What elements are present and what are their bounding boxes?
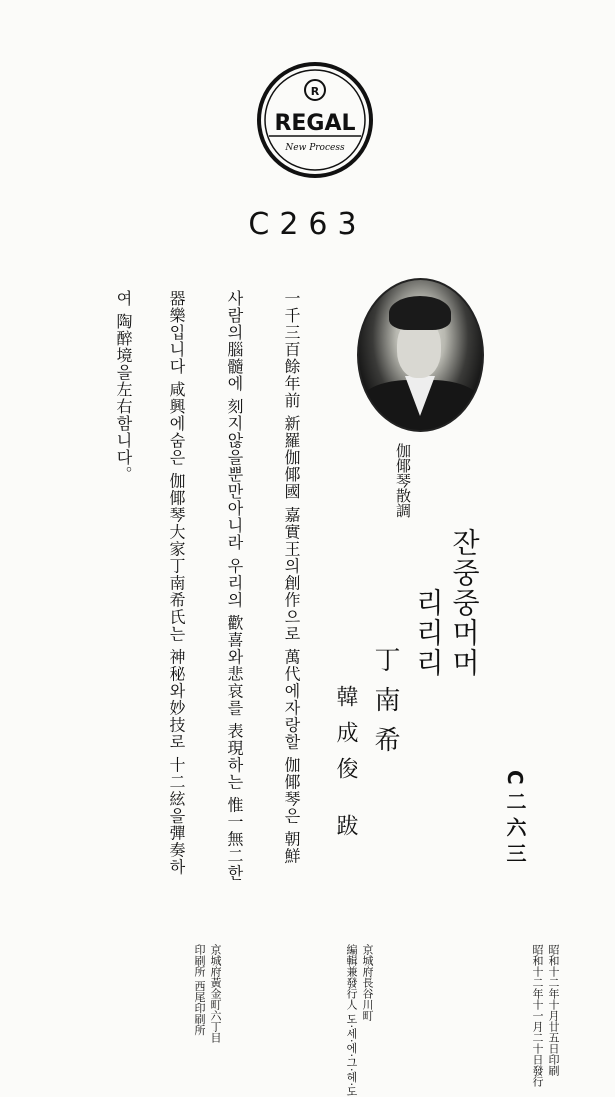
- imprint-print-date: 昭和十二年十月廿五日印刷: [547, 944, 560, 1076]
- imprint-publisher-name: 編輯兼發行人 도·세·에·그·헤·도: [345, 944, 358, 1097]
- imprint-issue-date: 昭和十二年十一月二十日發行: [531, 944, 544, 1087]
- logo-brand-text: REGAL: [274, 111, 356, 136]
- catalog-number: C263: [248, 207, 367, 242]
- imprint-printer-name: 印刷所 西尾印刷所: [193, 944, 206, 1036]
- body-text-column-3: 器樂입니다 咸興에숨은 伽倻琴大家丁南希氏는 神秘와妙技로 十二絃을彈奏하: [167, 290, 186, 876]
- author-name: 韓成俊 跋: [333, 685, 358, 850]
- catalog-number-side: C二六三: [503, 770, 527, 869]
- body-text-column-4: 여 陶醉境을左右함니다。: [114, 290, 133, 484]
- imprint-publisher-address: 京城府長谷川町: [361, 944, 374, 1021]
- performer-name: 丁南希: [370, 646, 400, 766]
- body-text-column-1: 一千三百餘年前 新羅伽倻國 嘉實王의創作으로 萬代에자랑할 伽倻琴은 朝鮮: [282, 290, 301, 865]
- imprint-block: [10, 940, 605, 988]
- imprint-printer-address: 京城府黃金町六丁目: [209, 944, 222, 1043]
- genre-label: 伽倻琴散調: [394, 443, 412, 518]
- song-title-line-1: 잔중중머머: [448, 528, 481, 678]
- body-text-column-2: 사람의腦髓에 刻지않을뿐만아니라 우리의 歡喜와悲哀를 表現하는 惟一無二한: [225, 290, 244, 882]
- song-title-line-2: 리리리: [412, 588, 445, 678]
- performer-portrait: [357, 278, 484, 432]
- logo-sub-text: New Process: [285, 143, 345, 153]
- svg-text:R: R: [310, 85, 320, 98]
- regal-logo: [255, 60, 375, 180]
